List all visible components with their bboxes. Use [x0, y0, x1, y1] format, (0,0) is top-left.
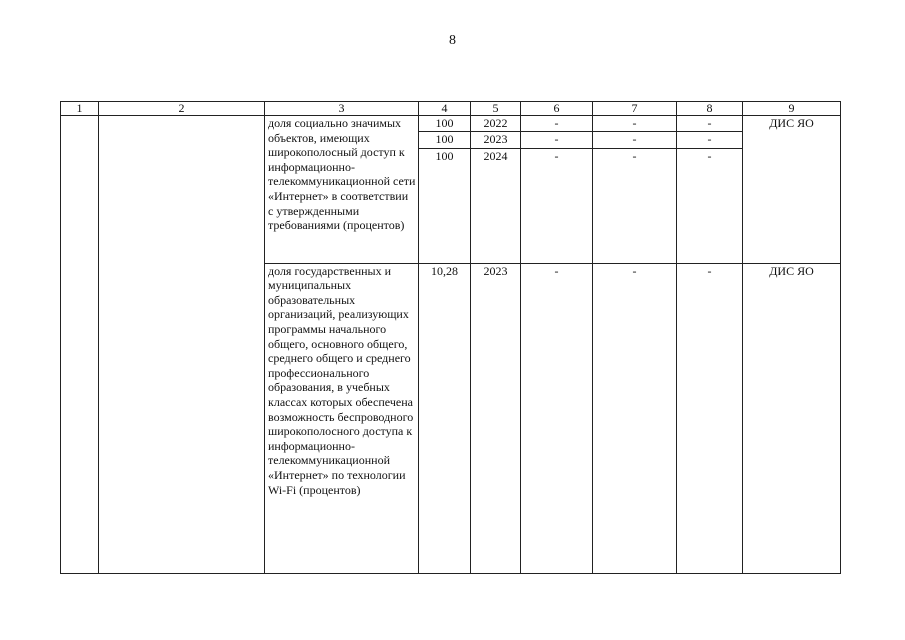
executor-cell: ДИС ЯО	[743, 116, 841, 264]
col7-cell: -	[593, 116, 677, 132]
year-cell: 2023	[471, 131, 521, 148]
header-cell: 8	[677, 102, 743, 116]
col8-cell: -	[677, 263, 743, 573]
col1-cell	[61, 116, 99, 574]
header-cell: 7	[593, 102, 677, 116]
year-cell: 2024	[471, 148, 521, 263]
col6-cell: -	[521, 148, 593, 263]
value-cell: 10,28	[419, 263, 471, 573]
header-cell: 1	[61, 102, 99, 116]
col8-cell: -	[677, 131, 743, 148]
col7-cell: -	[593, 148, 677, 263]
header-cell: 9	[743, 102, 841, 116]
col2-cell	[99, 116, 265, 574]
col6-cell: -	[521, 116, 593, 132]
col8-cell: -	[677, 116, 743, 132]
header-cell: 2	[99, 102, 265, 116]
col7-cell: -	[593, 131, 677, 148]
header-cell: 3	[265, 102, 419, 116]
value-cell: 100	[419, 148, 471, 263]
value-cell: 100	[419, 116, 471, 132]
indicator-cell: доля социально значимых объектов, имеющих широкополосный доступ к информационно-телекоммуникационной сети «Интернет» в соответствии с утвержденными требованиями (процентов)	[265, 116, 419, 264]
value-cell: 100	[419, 131, 471, 148]
indicators-table	[60, 101, 841, 574]
header-cell: 5	[471, 102, 521, 116]
col6-cell: -	[521, 263, 593, 573]
header-cell: 4	[419, 102, 471, 116]
indicator-cell: доля государственных и муниципальных образовательных организаций, реализующих программы начального общего, основного общего, среднего общего и среднего профессионального образования, в учебных классах которых обеспечена возможность беспроводного широкополосного доступа к информационно-телекоммуникационной «Интернет» по технологии Wi-Fi (процентов)	[265, 263, 419, 573]
year-cell: 2023	[471, 263, 521, 573]
col6-cell: -	[521, 131, 593, 148]
page-number: 8	[449, 33, 456, 48]
col7-cell: -	[593, 263, 677, 573]
col8-cell: -	[677, 148, 743, 263]
executor-cell: ДИС ЯО	[743, 263, 841, 573]
table-row	[61, 116, 841, 132]
year-cell: 2022	[471, 116, 521, 132]
header-row	[61, 102, 841, 116]
header-cell: 6	[521, 102, 593, 116]
